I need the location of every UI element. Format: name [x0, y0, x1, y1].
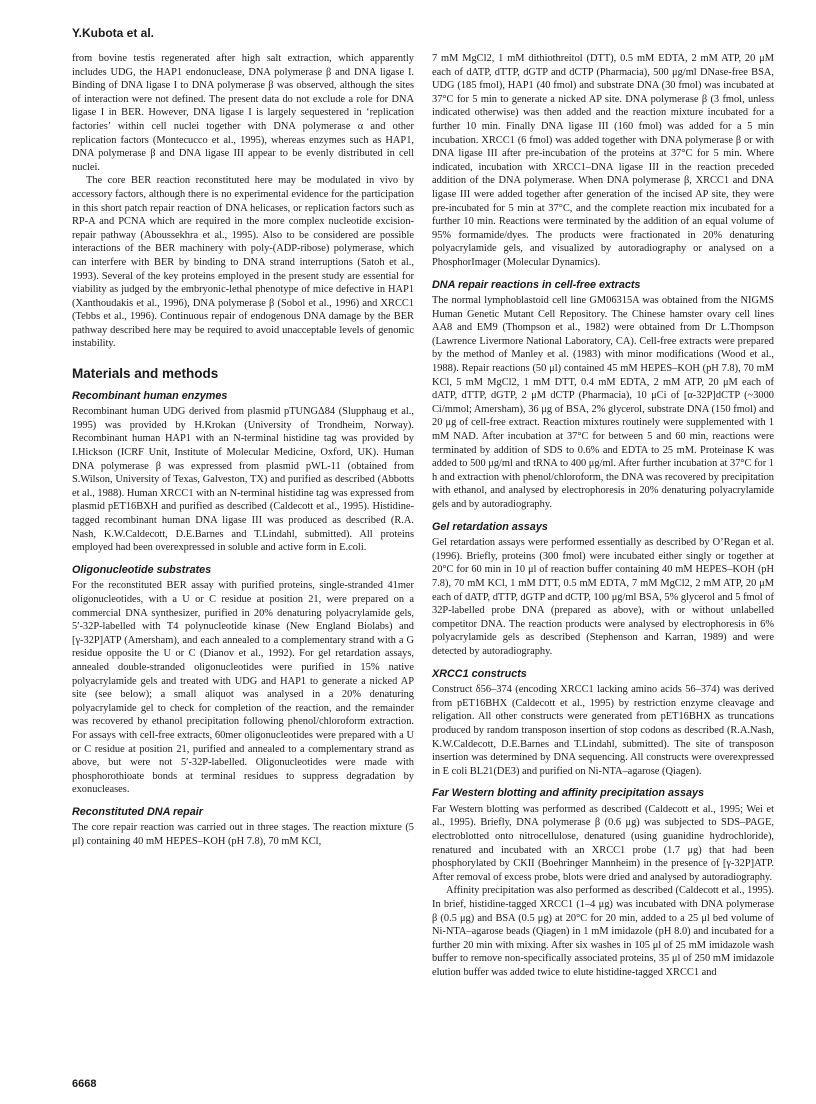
left-column: [72, 52, 414, 849]
paragraph: The core BER reaction reconstituted here may be modulated in vivo by accessory factors, although there is no experimental evidence for the participation in this short patch repair reaction of DNA helicases, or replication factors such as RP-A and PCNA which are required in the more complex nucleotide excision-repair pathway (Aboussekhra et al., 1995). Also to be considered are possible interactions of the BER machinery with poly-(ADP-ribose) polymerase, which can interfere with BER by binding to DNA strand interruptions (Satoh et al., 1993). Several of the key proteins employed in the present study are essential for viability as judged by the embryonic-lethal phenotype of mice defective in HAP1 (Xanthoudakis et al., 1996), DNA polymerase β (Sobol et al., 1996) and XRCC1 (Tebbs et al., 1996). Continuous repair of endogenous DNA damage by the BER pathway described here may be required to avoid unacceptable levels of genomic instability.: [72, 175, 414, 350]
paragraph: Far Western blotting was performed as described (Caldecott et al., 1995; Wei et al., 1995). Briefly, DNA polymerase β (0.6 μg) was subjected to SDS–PAGE, electroblotted onto nitrocellulose, denatured (using guanidine hydrochloride), renatured and incubated with an XRCC1 probe (1.7 μg) that had been phosphorylated by CKII (Boehringer Mannheim) in the presence of [γ-32P]ATP. After removal of excess probe, blots were dried and analysed by autoradiography.: [432, 803, 774, 883]
subsection-heading: Reconstituted DNA repair: [72, 805, 203, 818]
subsection-heading: Recombinant human enzymes: [72, 389, 228, 402]
subsection-heading: Oligonucleotide substrates: [72, 563, 212, 576]
subsection-heading: DNA repair reactions in cell-free extracts: [432, 278, 641, 291]
paragraph: Construct δ56–374 (encoding XRCC1 lacking amino acids 56–374) was derived from pET16BHX (Caldecott et al., 1995) by restriction enzyme cleavage and religation. All other constructs were generated from pET16BHX as truncations produced by random transposon insertion of stop codons as described (R.A.Nash, K.W.Caldecott, D.E.Barnes and T.Lindahl, submitted). The site of transposon insertion was determined by DNA sequencing. All constructs were overexpressed in E coli BL21(DE3) and purified on Ni-NTA–agarose (Qiagen).: [432, 684, 774, 777]
section-title: Materials and methods: [72, 366, 219, 382]
subsection-heading: Gel retardation assays: [432, 520, 548, 533]
running-head: Y.Kubota et al.: [72, 26, 155, 40]
paragraph: from bovine testis regenerated after high salt extraction, which apparently includes UDG, the HAP1 endonuclease, DNA polymerase β and DNA ligase I. Binding of DNA ligase I to DNA polymerase β was observed, although the sites of interaction were not defined. The present data do not exclude a role for DNA ligase I in BER. However, DNA ligase I is largely sequestered in ‘replication factories’ within cell nuclei together with DNA polymerase α and other replication factors (Montecucco et al., 1995), whereas enzymes such as HAP1, DNA polymerase β and DNA ligase III appear to be evenly distributed in cell nuclei.: [72, 53, 414, 173]
page-number: 6668: [72, 1078, 97, 1090]
paragraph: The core repair reaction was carried out in three stages. The reaction mixture (5 μl) containing 40 mM HEPES–KOH (pH 7.8), 70 mM KCl,: [72, 822, 414, 848]
paragraph: Affinity precipitation was also performed as described (Caldecott et al., 1995). In brief, histidine-tagged XRCC1 (1–4 μg) was incubated with DNA polymerase β (0.5 μg) and BSA (0.5 μg) at 20°C for 20 min, added to a 25 μl bed volume of Ni-NTA–agarose beads (Qiagen) in 1 mM imidazole (pH 8.0) and incubated for a further 20 min with mixing. After six washes in 105 μl of 25 mM imidazole wash buffer to remove non-specifically associated proteins, 35 μl of 250 mM imidazole elution buffer was added twice to elute histidine-tagged XRCC1 and: [432, 885, 774, 978]
subsection-heading: XRCC1 constructs: [432, 667, 527, 680]
paragraph: Gel retardation assays were performed essentially as described by O’Regan et al. (1996). Briefly, proteins (300 fmol) were incubated either singly or together at 20°C for 60 min in 10 μl of reaction buffer containing 40 mM HEPES–KOH (pH 7.8), 70 mM KCl, 1 mM DTT, 0.5 mM EDTA, 7 mM MgCl2, 2 mM ATP, 20 μM each of dATP, dTTP, dGTP and dCTP, 100 μg/ml BSA, 5% glycerol and 5 fmol of 32P-labelled probe DNA (prepared as above), with or without unlabelled competitor DNA. The reaction products were analysed by electrophoresis in 6% polyacrylamide gels as described (Stephenson and Karran, 1989) and were detected by autoradiography.: [432, 537, 774, 657]
paragraph: 7 mM MgCl2, 1 mM dithiothreitol (DTT), 0.5 mM EDTA, 2 mM ATP, 20 μM each of dATP, dTTP, dGTP and dCTP (Pharmacia), 500 μg/ml DNase-free BSA, UDG (185 fmol), HAP1 (40 fmol) and substrate DNA (30 fmol) was incubated at 37°C for 5 min to generate a nicked AP site. DNA polymerase β (3 fmol, unless indicated otherwise) was then added and the reaction mixture incubated for a further 10 min. Finally DNA ligase III (160 fmol) was added for a 5 min incubation. XRCC1 (6 fmol) was added together with DNA polymerase β or with DNA ligase III after pre-incubation of the proteins at 37°C for 5 min. Where indicated, incubation with XRCC1–DNA ligase III in the reaction preceded addition of the DNA polymerase. When DNA polymerase β, XRCC1 and DNA ligase III were added together after generation of the incised AP site, they were pre-incubated for 5 min at 37°C, and the complete reaction mix incubated for a further 10 min. Reactions were terminated by the addition of an equal volume of 95% formamide/dyes. The products were fractionated in 20% denaturing polyacrylamide gels, and visualized by autoradiography or analysed on a PhosphorImager (Molecular Dynamics).: [432, 53, 774, 268]
paragraph: For the reconstituted BER assay with purified proteins, single-stranded 41mer oligonucleotides, with a U or C residue at position 21, were prepared on a commercial DNA synthesizer, purified in 20% denaturing polyacrylamide gels, 5′-32P-labelled with T4 polynucleotide kinase (New England Biolabs) and [γ-32P]ATP (Amersham), and each annealed to a complementary strand with a G residue opposite the U or C (Dianov et al., 1992). For gel retardation assays, annealed double-stranded oligonucleotides were purified in 15% native polyacrylamide gels and treated with UDG and HAP1 to generate a nicked AP site (see below); a small aliquot was analysed in a 20% denaturing polyacrylamide gel to check for completion of the reaction, and the remainder was recovered by ethanol precipitation following phenol/chloroform extraction. For assays with cell-free extracts, 60mer oligonucleotides were prepared with a U or C residue at position 21, purified and annealed to a complementary strand as above, but were not 5′-32P-labelled. Oligonucleotides were made with phosphorothioate bonds at terminal residues to suppress degradation by exonucleases.: [72, 580, 414, 796]
subsection-heading: Far Western blotting and affinity precipitation assays: [432, 787, 704, 800]
right-column: [432, 52, 774, 980]
paragraph: Recombinant human UDG derived from plasmid pTUNGΔ84 (Slupphaug et al., 1995) was provided by H.Krokan (University of Trondheim, Norway). Recombinant human HAP1 with an N-terminal histidine tag was provided by I.Hickson (ICRF Unit, Institute of Molecular Medicine, Oxford, UK). Human DNA polymerase β was expressed from plasmid pWL-11 (obtained from S.Wilson, University of Texas, Galveston, TX) and purified as described (Abbotts et al., 1988). Human XRCC1 with an N-terminal histidine tag was expressed from plasmid pET16BXH and purified as described (Caldecott et al., 1995). Histidine-tagged recombinant human DNA ligase III was produced as described (R.A. Nash, K.W.Caldecott, D.E.Barnes and T.Lindahl, submitted). All proteins employed had been overexpressed in soluble and active form in E.coli.: [72, 406, 414, 554]
paragraph: The normal lymphoblastoid cell line GM06315A was obtained from the NIGMS Human Genetic Mutant Cell Repository. The Chinese hamster ovary cell lines AA8 and EM9 (Thompson et al., 1982) were obtained from Dr L.Thompson (Lawrence Livermore National Laboratory, CA). Cell-free extracts were prepared by the method of Manley et al. (1983) with minor modifications (Wood et al., 1988). Repair reactions (50 μl) contained 45 mM HEPES–KOH (pH 7.8), 70 mM KCl, 5 mM MgCl2, 1 mM DTT, 0.4 mM EDTA, 2 mM ATP, 20 μM each of dATP, dTTP, dGTP, 2 μM dCTP (Pharmacia), 10 μCi of [α-32P]dCTP (~3000 Ci/mmol; Amersham), 36 μg of BSA, 2% glycerol, substrate DNA (150 fmol) and 20 μg of cell-free extract. Reaction mixtures routinely were supplemented with 1 mM NAD. After incubation at 37°C for between 5 and 60 min, reactions were terminated by addition of SDS to 0.6% and EDTA to 25 mM. Proteinase K was added to 500 μg/ml and tRNA to 400 μg/ml. After further incubation at 37°C for 1 h and extraction with phenol/chloroform, the DNA was recovered by precipitation with ethanol, and analysed by electrophoresis in 20% denaturing polyacrylamide gels and by autoradiography.: [432, 295, 774, 510]
